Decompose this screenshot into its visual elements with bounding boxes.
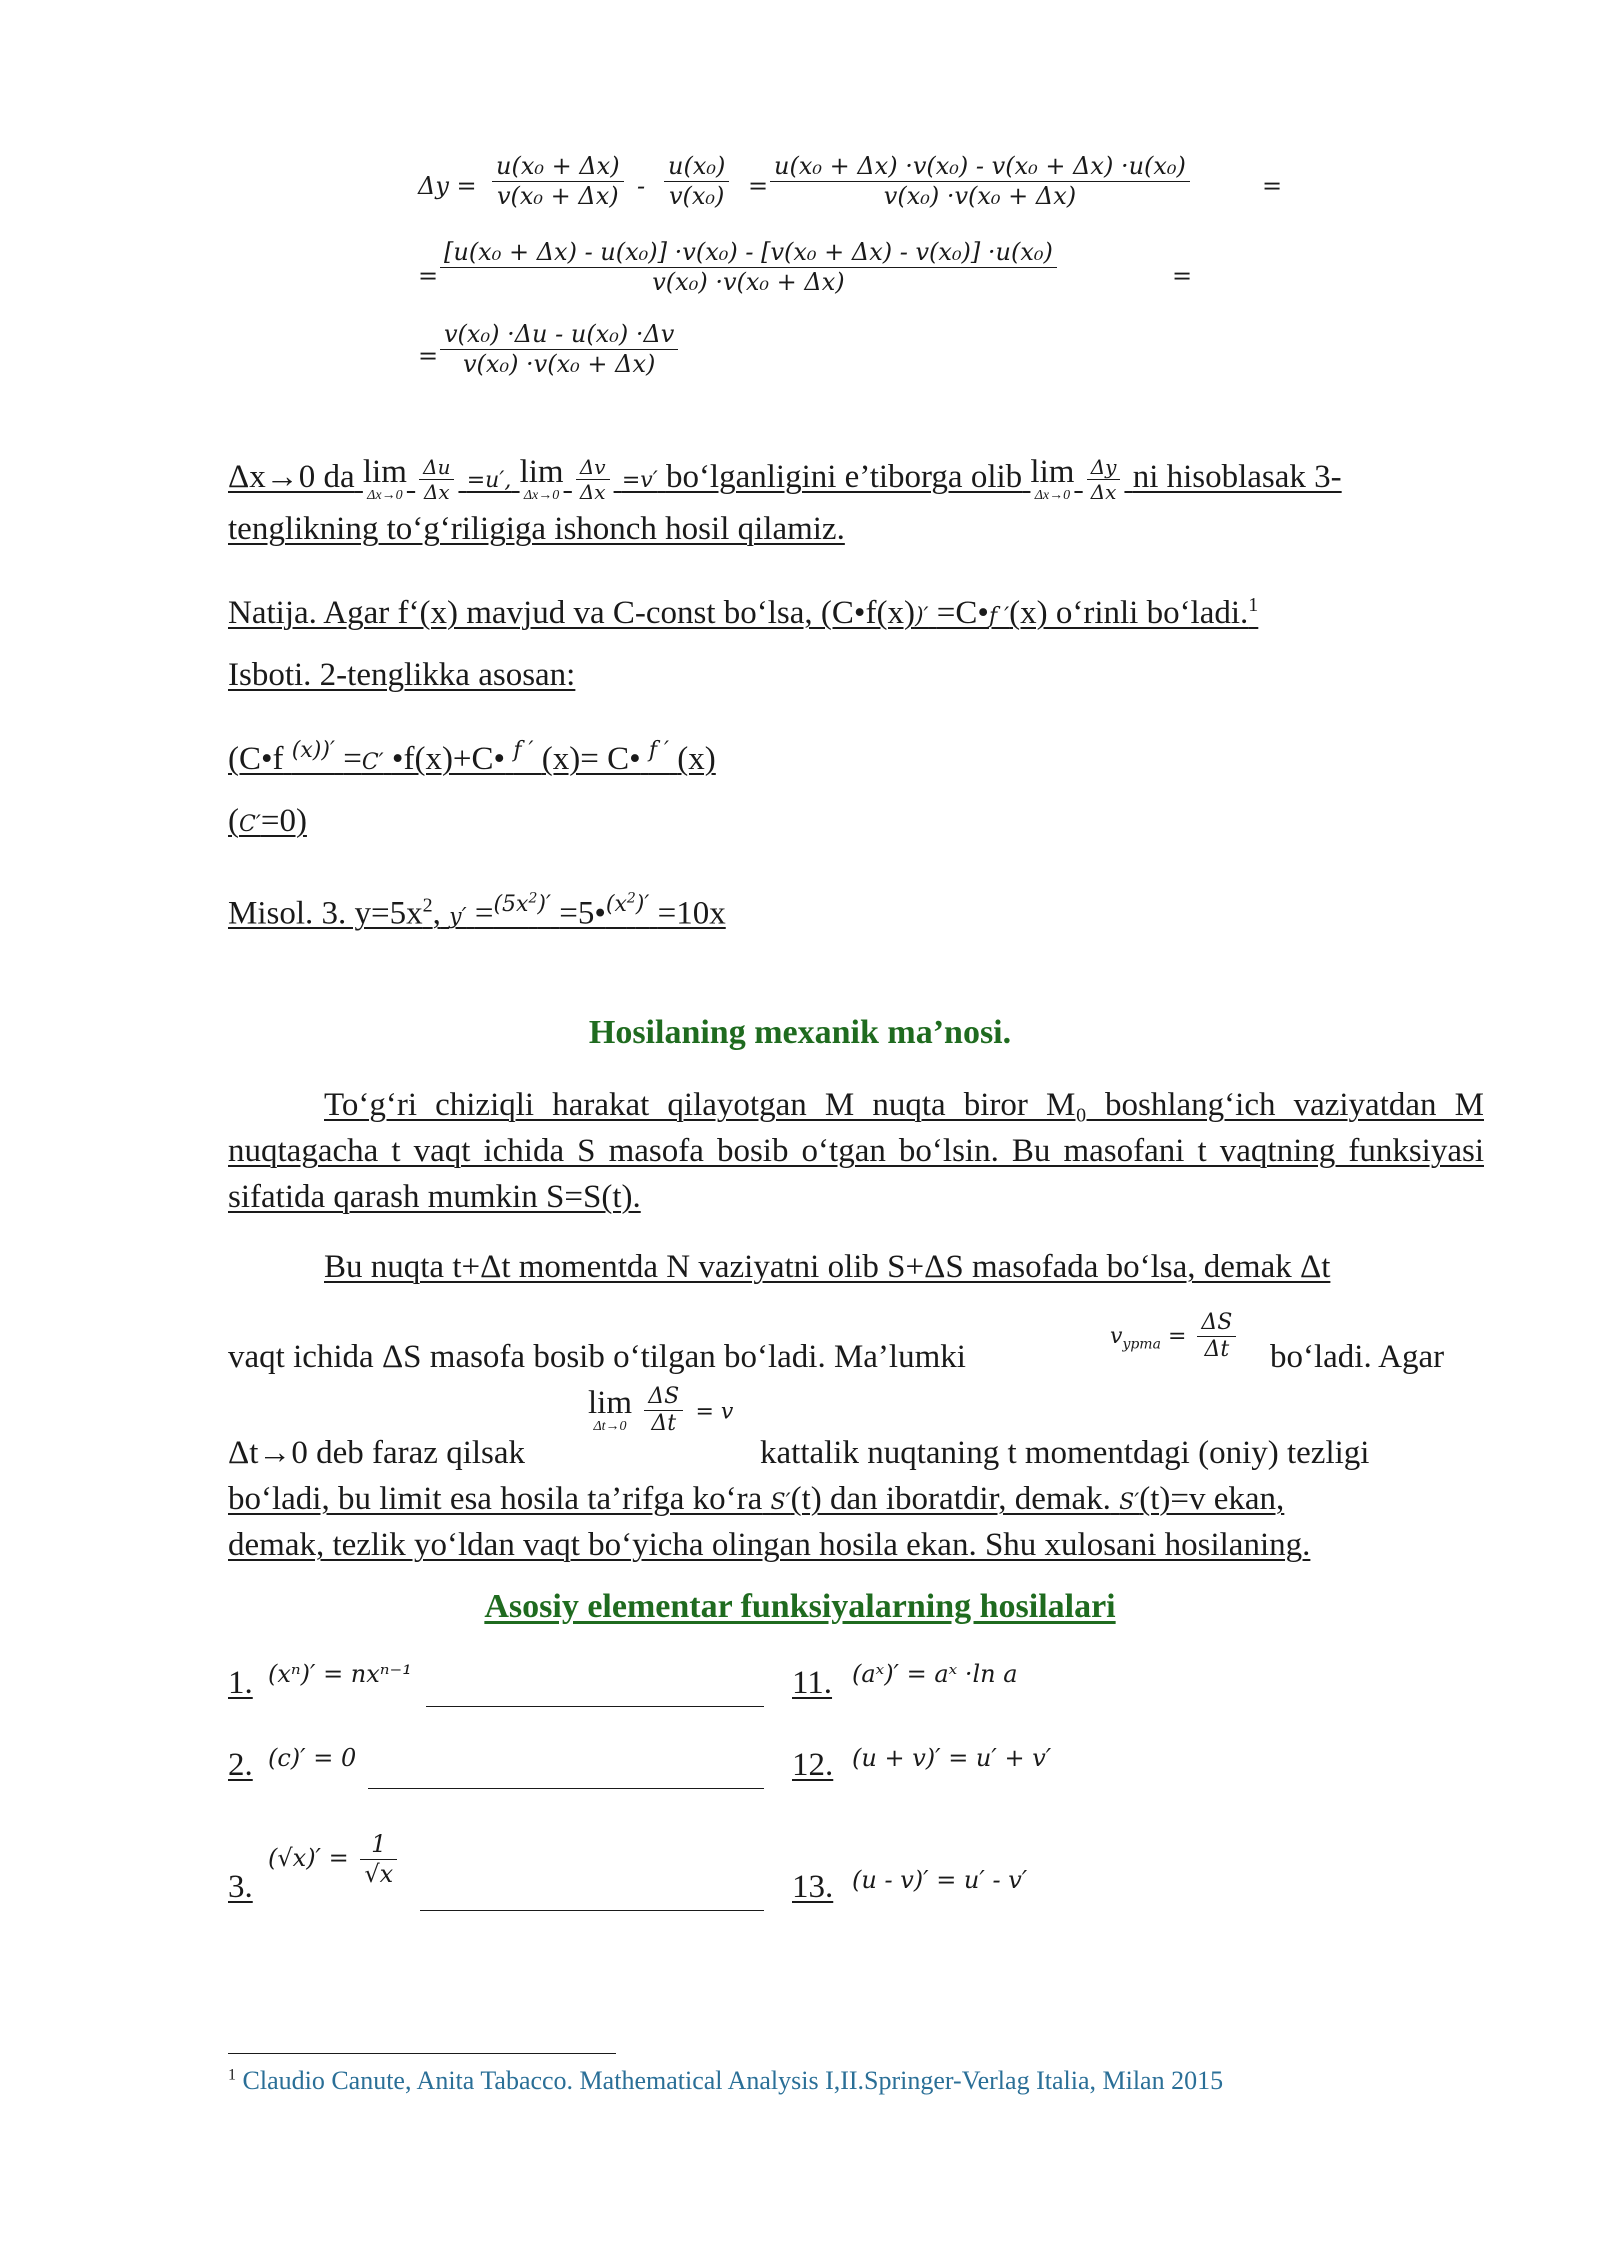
formula-minus: - xyxy=(637,172,646,200)
c-prime-line: (C′=0) xyxy=(228,803,307,839)
section-heading: Asosiy elementar funksiyalarning hosilalari xyxy=(484,1588,1116,1625)
section-heading: Hosilaning mexanik ma’nosi. xyxy=(588,1014,1012,1051)
formula-item-3: 3. xyxy=(228,1869,253,1905)
footnote: $^1$ Claudio Canute, Anita Tabacco. Mathematical Analysis I,II.Springer-Verlag Italia, Milan 2015 xyxy=(228,2066,1224,2095)
formula-fraction: $\frac{\text{v(x₀) ·Δu - u(x₀) ·Δv}}{\text{v(x₀) ·v(x₀ + Δx)}}$ xyxy=(436,320,682,379)
formula-eq: = xyxy=(1262,172,1283,200)
mechanics-paragraph-2-line4: bo‘ladi, bu limit esa hosila ta’rifga ko‘ra S′(t) dan iboratdir, demak. S′(t)=v ekan, xyxy=(228,1481,1285,1517)
formula-fraction: $\frac{\text{u(x₀ + Δx)}}{\text{v(x₀ + Δx)}}$ xyxy=(488,152,628,211)
limit-expression: lim Δx→0 xyxy=(519,453,564,503)
isboti-paragraph: Isboti. 2-tenglikka asosan: xyxy=(228,657,576,693)
formula-blank-line xyxy=(426,1706,764,1707)
limit-paragraph-line2: tenglikning to‘g‘riligiga ishonch hosil qilamiz. xyxy=(228,511,845,547)
formula-line1-lhs: Δy = xyxy=(418,172,477,200)
formula-fraction: $\frac{\text{[u(x₀ + Δx) - u(x₀)] ·v(x₀) - [v(x₀ + Δx) - v(x₀)] ·u(x₀)}}{\text{v(x₀) ·v(x₀ + Δx)}}$ xyxy=(436,238,1061,297)
formula-fraction: $\frac{\text{u(x₀)}}{\text{v(x₀)}}$ xyxy=(660,152,733,211)
limit-expression: lim Δx→0 xyxy=(362,453,407,503)
formula-13: (u - v)′ = u′ - v′ xyxy=(852,1866,1028,1894)
mechanics-paragraph-1: To‘g‘ri chiziqli harakat qilayotgan M nuqta biror M₀ boshlang‘ich vaziyatdan M nuqtagacha t vaqt ichida S masofa bosib o‘tgan bo‘lsin. Bu masofani t vaqtning funksiyasi sifatida qarash mumkin S=S(t). xyxy=(228,1087,1484,1215)
mechanics-paragraph-2-line2: vaqt ichida ΔS masofa bosib o‘tilgan bo‘ladi. Ma’lumki $v_{ypma}$ = $\frac{\Delta S}{\Delta t}$ bo‘ladi. Agar xyxy=(228,1310,1445,1375)
proof-line: (C•f $^{(x))'}$ =C′ •f(x)+C• $^{f '}$ (x)= C• $^{f '}$ (x) xyxy=(228,738,716,777)
footnote-reference[interactable]: 1 xyxy=(1248,594,1259,616)
mechanics-paragraph-2-line1: Bu nuqta t+Δt momentda N vaziyatni olib S+ΔS masofada bo‘lsa, demak Δt xyxy=(324,1249,1331,1285)
formula-fraction: $\frac{\text{u(x₀ + Δx) ·v(x₀) - v(x₀ + Δx) ·u(x₀)}}{\text{v(x₀) ·v(x₀ + Δx)}}$ xyxy=(766,152,1194,211)
formula-item-2: 2. xyxy=(228,1747,253,1783)
formula-eq: = xyxy=(418,262,439,290)
formula-item-11: 11. xyxy=(792,1665,833,1701)
mechanics-paragraph-2-line5: demak, tezlik yo‘ldan vaqt bo‘yicha olingan hosila ekan. Shu xulosani hosilaning. xyxy=(228,1527,1311,1563)
limit-paragraph: Δx→0 da lim Δx→0 $\frac{\Delta u}{\Delta x}$ =u′, lim Δx→0 $\frac{\Delta v}{\Delta x}$ =v′ bo‘lganligini e’tiborga olib lim Δx→0 $\frac{\Delta y}{\Delta x}$ ni hisoblasak 3- xyxy=(228,453,1342,504)
formula-1: (xⁿ)′ = nxⁿ⁻¹ xyxy=(268,1660,412,1688)
natija-paragraph: Natija. Agar f‘(x) mavjud va C-const bo‘lsa, (C•f(x))′ =C•f ′(x) o‘rinli bo‘ladi.$^1$ xyxy=(228,594,1259,631)
limit-expression: lim Δx→0 xyxy=(1030,453,1075,503)
formula-2: (c)′ = 0 xyxy=(268,1744,357,1772)
formula-eq: = xyxy=(418,342,439,370)
misol-line: Misol. 3. $y=5x^2$, y′ =$^{(5x^2)'}$ =5•$^{(x^2)'}$ =10x xyxy=(228,891,726,932)
formula-11: (aˣ)′ = aˣ ·ln a xyxy=(852,1660,1018,1688)
formula-blank-line xyxy=(420,1910,764,1911)
limit-expression: lim Δt→0 xyxy=(588,1385,633,1435)
formula-item-1: 1. xyxy=(228,1665,253,1701)
footnote-citation[interactable]: Claudio Canute, Anita Tabacco. Mathematical Analysis I,II.Springer-Verlag Italia, Milan 2015 xyxy=(242,2066,1224,2095)
formula-eq: = xyxy=(748,172,769,200)
formula-item-12: 12. xyxy=(792,1747,834,1783)
formula-3: (√x)′ = $\frac{1}{√x}$ xyxy=(268,1830,401,1889)
mechanics-paragraph-2-line3: Δt→0 deb faraz qilsak lim Δt→0 $\frac{\Delta S}{\Delta t}$ = v kattalik nuqtaning t momentdagi (oniy) tezligi xyxy=(228,1384,1370,1471)
footnote-separator xyxy=(228,2053,616,2054)
formula-blank-line xyxy=(368,1788,764,1789)
formula-12: (u + v)′ = u′ + v′ xyxy=(852,1744,1052,1772)
formula-item-13: 13. xyxy=(792,1869,834,1905)
formula-eq: = xyxy=(1172,262,1193,290)
